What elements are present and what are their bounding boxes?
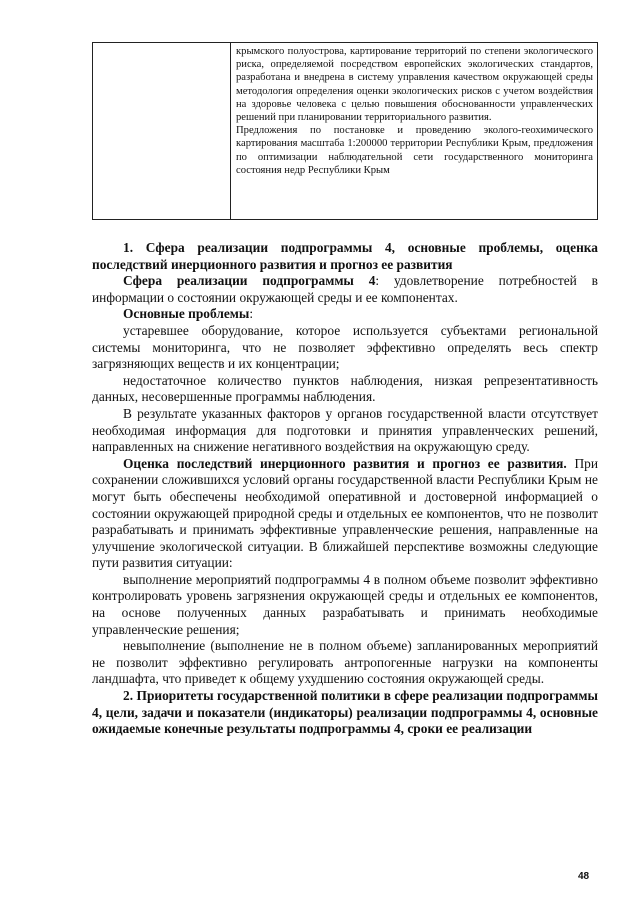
table-left-cell: [93, 43, 231, 219]
paragraph-problem-2: недостаточное количество пунктов наблюдения, низкая репрезентативность данных, несовершенные программы наблюдения.: [92, 372, 598, 405]
problems-label: Основные проблемы: [123, 306, 250, 322]
section-heading: 1. Сфера реализации подпрограммы 4, основные проблемы, оценка последствий инерционного развития и прогноз ее развития: [92, 240, 598, 272]
paragraph-consequence: В результате указанных факторов у органов государственной власти отсутствует необходимая информация для подготовки и принятия управленческих решений, направленных на снижение негативного воздействия на окружающую среду.: [92, 405, 598, 455]
table-cell-paragraph: Предложения по постановке и проведению эколого-геохимического картирования масштаба 1:200000 территории Республики Крым, предложения по оптимизации наблюдательной сети государственного мониторинга состояния недр Республики Крым: [236, 125, 593, 176]
scope-text: : удовлетворение потребностей в информации о состоянии окружающей среды и ее компонентах.: [92, 273, 598, 305]
paragraph-scope: [92, 273, 598, 306]
paragraph-forecast: [92, 456, 598, 572]
paragraph-problem-1: устаревшее оборудование, которое используется субъектами региональной системы мониторинга, что не позволяет эффективно определять весь спектр загрязняющих веществ и их концентрации;: [92, 322, 598, 372]
forecast-label: Оценка последствий инерционного развития и прогноз ее развития.: [123, 455, 567, 471]
problems-colon: :: [249, 306, 254, 322]
page-number: 48: [578, 871, 590, 882]
document-body: [92, 240, 598, 738]
paragraph-problems-label: [92, 306, 598, 323]
table-cell-paragraph: крымского полуострова, картирование территорий по степени экологического риска, определяемой посредством европейских экологических стандартов, разработана и внедрена в систему управления качеством окружающей среды методология определения оценки экологических рисков с учетом воздействия на здоровье человека с целью повышения обоснованности управленческих решений при планировании территориального развития.: [236, 46, 593, 124]
scope-label: Сфера реализации подпрограммы 4: [123, 273, 376, 289]
table-right-cell: [231, 43, 597, 219]
paragraph-path-1: выполнение мероприятий подпрограммы 4 в полном объеме позволит эффективно контролировать уровень загрязнения окружающей среды и отдельных ее компонентов, на основе полученных данных разрабатывать и принимать необходимые управленческие решения;: [92, 571, 598, 637]
table-fragment: [92, 42, 598, 220]
forecast-text: При сохранении сложившихся условий органы государственной власти Республики Крым не могут быть обеспечены необходимой оперативной и достоверной информацией о состоянии окружающей природной среды и отдельных ее компонентов, что не позволит разрабатывать и принимать эффективные управленческие решения, направленные на улучшение экологической ситуации. В ближайшей перспективе возможны следующие пути развития ситуации:: [92, 455, 598, 571]
paragraph-path-2: невыполнение (выполнение не в полном объеме) запланированных мероприятий не позволит эффективно регулировать антропогенные нагрузки на компоненты ландшафта, что приведет к общему ухудшению состояния окружающей среды.: [92, 638, 598, 687]
section-heading: 2. Приоритеты государственной политики в сфере реализации подпрограммы 4, цели, задачи и показатели (индикаторы) реализации подпрограммы 4, основные ожидаемые конечные результаты подпрограммы 4, сроки ее реализации: [92, 688, 598, 737]
